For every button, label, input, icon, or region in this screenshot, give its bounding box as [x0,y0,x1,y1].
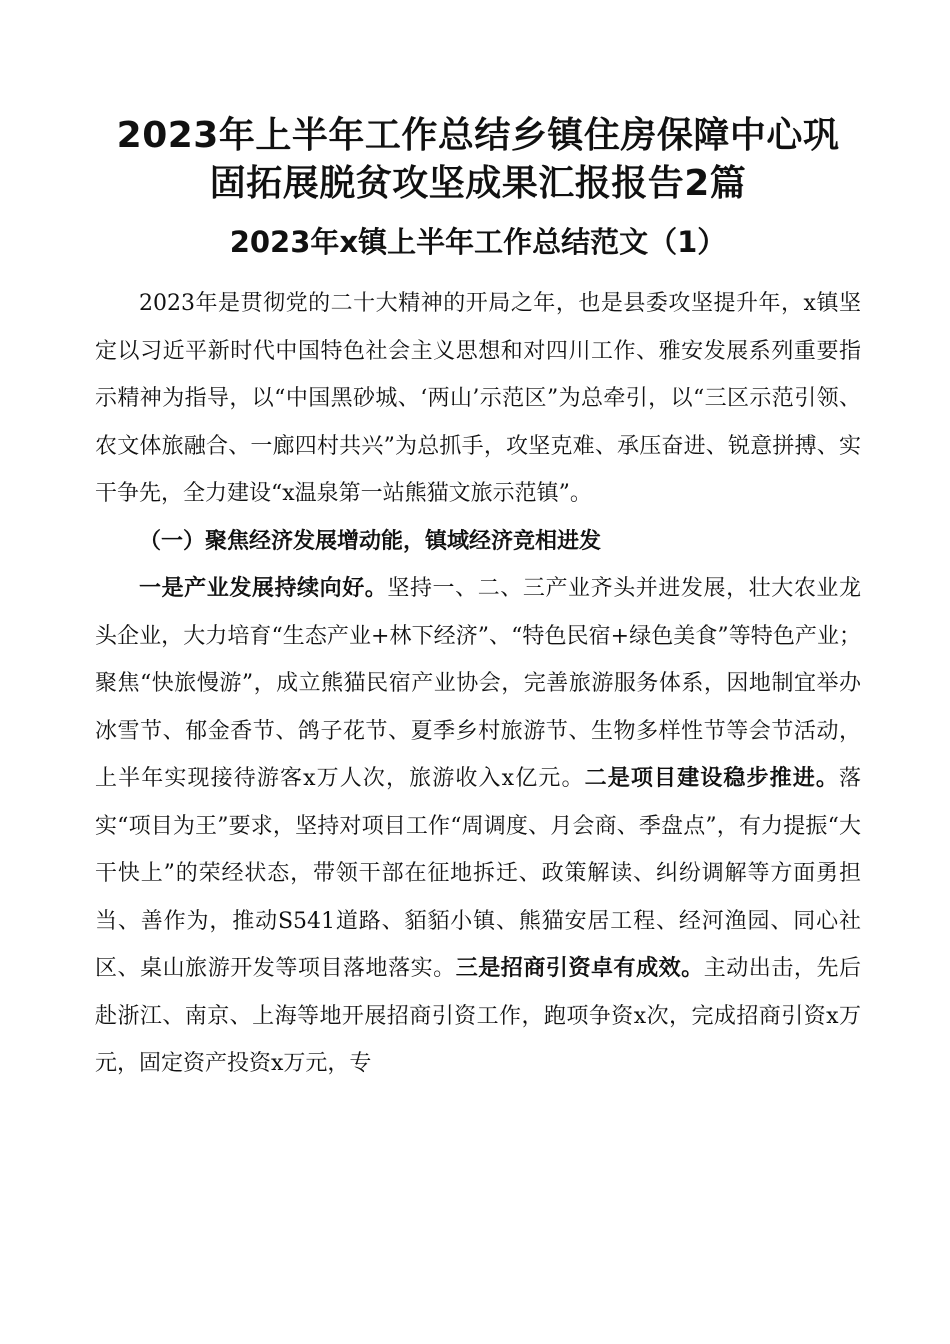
title-line-2: 固拓展脱贫攻坚成果汇报报告2篇 [209,163,747,204]
point-2-text: 落实“项目为王”要求，坚持对项目工作“周调度、月会商、季盘点”，有力提振“大干快上”的荣经状态，带领干部在征地拆迁、政策解读、纠纷调解等方面勇担当、善作为，推动S541道路、貊貊小镇、熊猫安居工程、经河渔园、同心社区、桌山旅游开发等项目落地落实。 [95,766,861,981]
section-heading-1: （一）聚焦经济发展增动能，镇域经济竞相进发 [139,527,602,554]
title-line-1: 2023年上半年工作总结乡镇住房保障中心巩 [116,115,840,156]
document-subtitle: 2023年x镇上半年工作总结范文（1） [229,225,727,259]
intro-paragraph: 2023年是贯彻党的二十大精神的开局之年，也是县委攻坚提升年，x镇坚定以习近平新时代中国特色社会主义思想和对四川工作、雅安发展系列重要指示精神为指导，以“中国黑砂城、‘两山’示范区”为总牵引，以“三区示范引领、农文体旅融合、一廊四村共兴”为总抓手，攻坚克难、承压奋进、锐意拼搏、实干争先，全力建设“x温泉第一站熊猫文旅示范镇”。 [95,291,861,506]
point-2-lead: 二是项目建设稳步推进。 [584,765,839,791]
document-page [95,112,861,1088]
point-1-lead: 一是产业发展持续向好。 [139,575,388,601]
document-title [95,112,861,208]
body-paragraph [95,565,861,1088]
point-3-text: 主动出击，先后赴浙江、南京、上海等地开展招商引资工作，跑项争资x次，完成招商引资x万元，固定资产投资x万元，专 [95,956,861,1076]
point-1-text: 坚持一、二、三产业齐头并进发展，壮大农业龙头企业，大力培育“生态产业+林下经济”、“特色民宿+绿色美食”等特色产业；聚焦“快旅慢游”，成立熊猫民宿产业协会，完善旅游服务体系，因地制宜举办冰雪节、郁金香节、鸽子花节、夏季乡村旅游节、生物多样性节等会节活动，上半年实现接待游客x万人次，旅游收入x亿元。 [95,576,861,791]
point-3-lead: 三是招商引资卓有成效。 [455,955,704,981]
